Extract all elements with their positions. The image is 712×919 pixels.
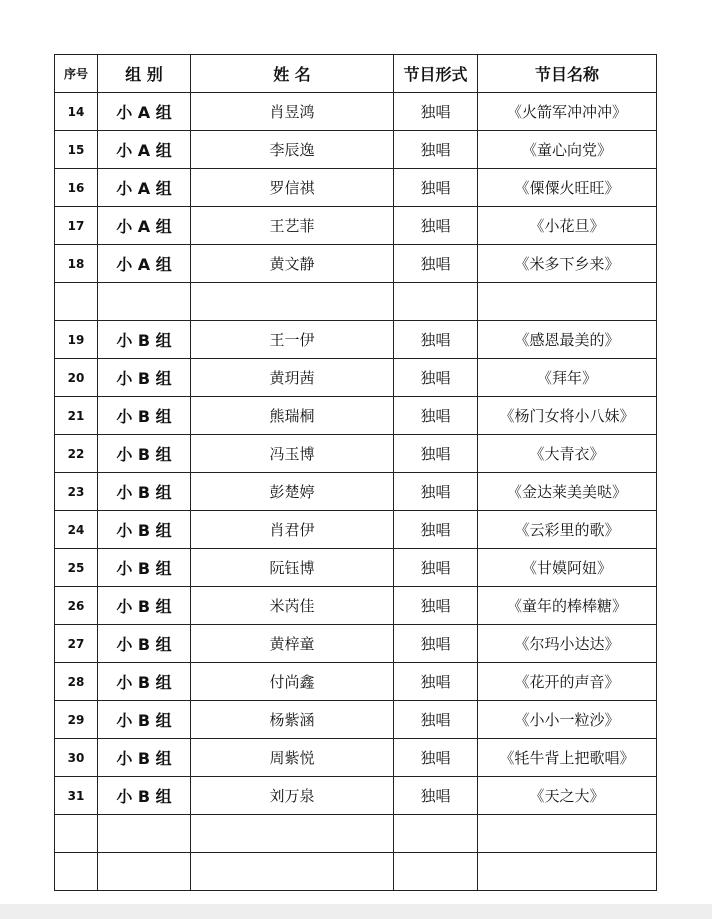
table-row	[55, 701, 657, 739]
cell-title: 《傈僳火旺旺》	[478, 169, 657, 207]
cell-title: 《小小一粒沙》	[478, 701, 657, 739]
cell-form: 独唱	[394, 397, 478, 435]
cell-group: 小 B 组	[98, 587, 191, 625]
table-row	[55, 815, 657, 853]
cell-group: 小 A 组	[98, 169, 191, 207]
cell-group: 小 A 组	[98, 93, 191, 131]
table-header-row	[55, 55, 657, 93]
header-group: 组 别	[98, 55, 191, 93]
cell-name: 杨紫涵	[191, 701, 394, 739]
table-row	[55, 549, 657, 587]
table-row	[55, 511, 657, 549]
cell-name: 阮钰博	[191, 549, 394, 587]
table-row	[55, 625, 657, 663]
table-row	[55, 207, 657, 245]
cell-group: 小 B 组	[98, 359, 191, 397]
cell-title: 《花开的声音》	[478, 663, 657, 701]
cell-title: 《金达莱美美哒》	[478, 473, 657, 511]
cell-group: 小 B 组	[98, 625, 191, 663]
cell-index: 16	[55, 169, 98, 207]
cell-name: 彭楚婷	[191, 473, 394, 511]
cell-title	[478, 815, 657, 853]
cell-title	[478, 283, 657, 321]
cell-index: 28	[55, 663, 98, 701]
cell-title: 《米多下乡来》	[478, 245, 657, 283]
cell-index: 30	[55, 739, 98, 777]
cell-group: 小 B 组	[98, 435, 191, 473]
cell-form: 独唱	[394, 701, 478, 739]
cell-form: 独唱	[394, 131, 478, 169]
cell-index: 18	[55, 245, 98, 283]
cell-name: 黄梓童	[191, 625, 394, 663]
cell-form: 独唱	[394, 245, 478, 283]
table-row	[55, 321, 657, 359]
cell-group: 小 A 组	[98, 245, 191, 283]
table-row	[55, 93, 657, 131]
table-row	[55, 397, 657, 435]
cell-title: 《火箭军冲冲冲》	[478, 93, 657, 131]
table-row	[55, 359, 657, 397]
cell-index	[55, 283, 98, 321]
cell-index: 17	[55, 207, 98, 245]
cell-form: 独唱	[394, 169, 478, 207]
table-row	[55, 663, 657, 701]
cell-name: 肖昱鸿	[191, 93, 394, 131]
cell-index: 21	[55, 397, 98, 435]
cell-title	[478, 853, 657, 891]
cell-form: 独唱	[394, 587, 478, 625]
cell-group: 小 B 组	[98, 321, 191, 359]
cell-form	[394, 853, 478, 891]
cell-group: 小 B 组	[98, 739, 191, 777]
table-row	[55, 739, 657, 777]
cell-group	[98, 283, 191, 321]
cell-index: 29	[55, 701, 98, 739]
cell-form: 独唱	[394, 473, 478, 511]
header-name: 姓 名	[191, 55, 394, 93]
cell-name: 王一伊	[191, 321, 394, 359]
cell-index: 24	[55, 511, 98, 549]
cell-group: 小 B 组	[98, 701, 191, 739]
cell-form: 独唱	[394, 435, 478, 473]
cell-index: 26	[55, 587, 98, 625]
cell-name: 刘万泉	[191, 777, 394, 815]
cell-name: 肖君伊	[191, 511, 394, 549]
cell-form: 独唱	[394, 663, 478, 701]
cell-group	[98, 815, 191, 853]
cell-name: 周紫悦	[191, 739, 394, 777]
header-title: 节目名称	[478, 55, 657, 93]
cell-title: 《小花旦》	[478, 207, 657, 245]
cell-index: 15	[55, 131, 98, 169]
cell-form: 独唱	[394, 93, 478, 131]
cell-index: 27	[55, 625, 98, 663]
cell-index: 23	[55, 473, 98, 511]
table-row	[55, 435, 657, 473]
cell-title: 《大青衣》	[478, 435, 657, 473]
cell-name: 米芮佳	[191, 587, 394, 625]
cell-title: 《感恩最美的》	[478, 321, 657, 359]
cell-form: 独唱	[394, 321, 478, 359]
cell-index: 25	[55, 549, 98, 587]
cell-form	[394, 283, 478, 321]
table-row	[55, 283, 657, 321]
cell-group: 小 B 组	[98, 663, 191, 701]
page-bottom-margin	[0, 904, 712, 919]
cell-form: 独唱	[394, 511, 478, 549]
cell-name: 李辰逸	[191, 131, 394, 169]
cell-name: 罗信祺	[191, 169, 394, 207]
cell-form	[394, 815, 478, 853]
cell-name: 熊瑞桐	[191, 397, 394, 435]
table-row	[55, 777, 657, 815]
cell-index: 20	[55, 359, 98, 397]
cell-name	[191, 815, 394, 853]
cell-form: 独唱	[394, 739, 478, 777]
table-row	[55, 169, 657, 207]
cell-index: 22	[55, 435, 98, 473]
cell-index: 14	[55, 93, 98, 131]
table-row	[55, 131, 657, 169]
cell-group: 小 B 组	[98, 511, 191, 549]
cell-title: 《尔玛小达达》	[478, 625, 657, 663]
cell-name: 冯玉博	[191, 435, 394, 473]
cell-group: 小 B 组	[98, 549, 191, 587]
cell-title: 《天之大》	[478, 777, 657, 815]
header-index: 序号	[55, 55, 98, 93]
cell-group: 小 B 组	[98, 473, 191, 511]
table-row	[55, 245, 657, 283]
cell-title: 《拜年》	[478, 359, 657, 397]
cell-form: 独唱	[394, 207, 478, 245]
cell-name: 黄文静	[191, 245, 394, 283]
cell-form: 独唱	[394, 625, 478, 663]
table-body	[55, 93, 657, 891]
cell-form: 独唱	[394, 549, 478, 587]
cell-name: 王艺菲	[191, 207, 394, 245]
cell-index	[55, 853, 98, 891]
cell-group	[98, 853, 191, 891]
cell-title: 《杨门女将小八妹》	[478, 397, 657, 435]
cell-title: 《童年的棒棒糖》	[478, 587, 657, 625]
cell-group: 小 B 组	[98, 777, 191, 815]
cell-name: 付尚鑫	[191, 663, 394, 701]
cell-index	[55, 815, 98, 853]
cell-group: 小 B 组	[98, 397, 191, 435]
table-row	[55, 853, 657, 891]
cell-title: 《牦牛背上把歌唱》	[478, 739, 657, 777]
cell-form: 独唱	[394, 777, 478, 815]
cell-form: 独唱	[394, 359, 478, 397]
table-row	[55, 587, 657, 625]
cell-index: 19	[55, 321, 98, 359]
cell-title: 《云彩里的歌》	[478, 511, 657, 549]
cell-index: 31	[55, 777, 98, 815]
cell-name	[191, 853, 394, 891]
header-form: 节目形式	[394, 55, 478, 93]
cell-title: 《童心向党》	[478, 131, 657, 169]
cell-title: 《甘嫫阿妞》	[478, 549, 657, 587]
cell-name: 黄玥茜	[191, 359, 394, 397]
cell-name	[191, 283, 394, 321]
program-table	[54, 54, 657, 891]
table-row	[55, 473, 657, 511]
cell-group: 小 A 组	[98, 131, 191, 169]
cell-group: 小 A 组	[98, 207, 191, 245]
